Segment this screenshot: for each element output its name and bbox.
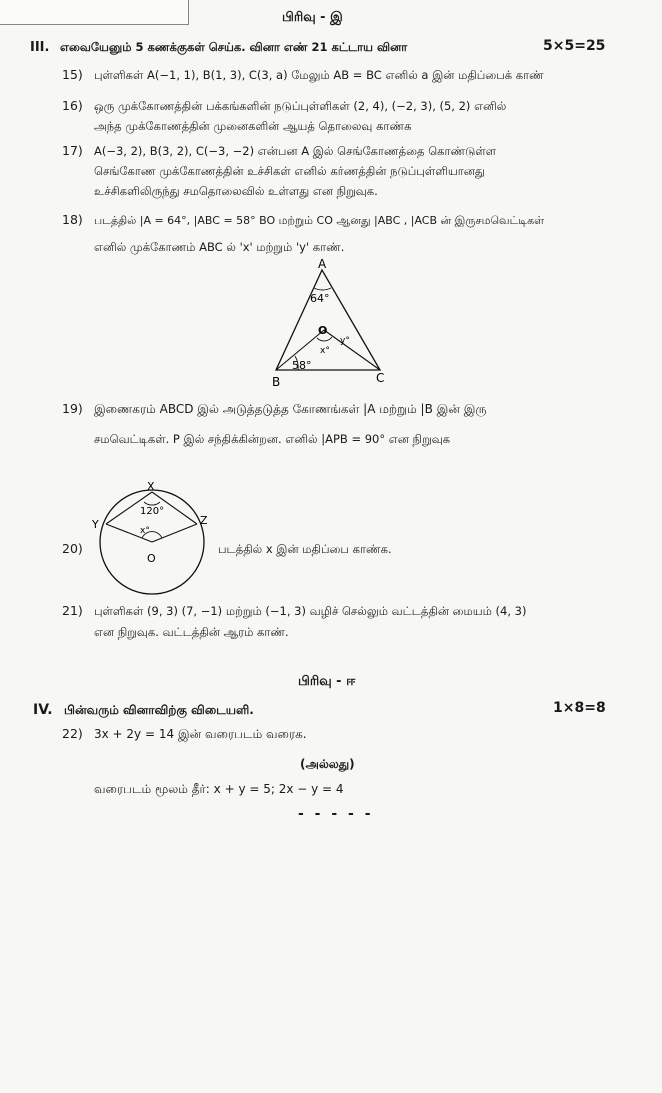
question-number: 21) [62,603,83,618]
question-text: இணைகரம் ABCD இல் அடுத்தடுத்த கோணங்கள் |A மற்றும் |B இன் இரு [94,402,487,416]
angle-a-label: 64° [310,292,330,305]
question-text: புள்ளிகள் A(−1, 1), B(1, 3), C(3, a) மேலும் AB = BC எனில் a இன் மதிப்பைக் காண் [94,68,544,82]
top-left-box [0,0,189,25]
angle-x-label: x° [140,526,150,536]
circle-figure [84,480,216,598]
question-16 [62,95,506,117]
question-20-text: படத்தில் x இன் மதிப்பை காண்க. [218,542,392,556]
point-y-label: Y [92,518,99,531]
question-text: சமவெட்டிகள். P இல் சந்திக்கின்றன. எனில் |APB = 90° என நிறுவுக [94,432,451,446]
question-22-alternative: வரைபடம் மூலம் தீர்: x + y = 5; 2x − y = 4 [94,782,344,796]
question-number: 16) [62,98,83,113]
point-x-label: X [147,480,155,493]
vertex-a-label: A [318,257,327,271]
angle-y-label: y° [340,336,350,346]
question-text: செங்கோண முக்கோணத்தின் உச்சிகள் எனில் கர்ணத்தின் நடுப்புள்ளியானது [94,164,485,178]
question-22 [62,723,307,745]
point-o-label: O [318,324,328,337]
question-18 [62,209,544,232]
bisector-co [324,330,380,370]
question-number: 19) [62,401,83,416]
section3-marks: 5×5=25 [543,38,606,54]
or-separator: (அல்லது) [300,757,355,771]
radius-oz [152,524,197,542]
angle-arc-x [317,337,332,341]
question-21 [62,600,526,622]
question-20-number: 20) [62,541,83,556]
question-text: 3x + 2y = 14 இன் வரைபடம் வரைக. [94,727,307,741]
part-title-3: பிரிவு - இ [282,10,343,25]
question-15 [62,64,544,86]
part-title-4: பிரிவு - ஈ [298,674,356,689]
triangle-figure [262,252,392,392]
question-17 [62,140,496,162]
section4-roman: IV. [33,702,53,718]
vertex-c-label: C [376,371,385,385]
question-text: ஒரு முக்கோணத்தின் பக்கங்களின் நடுப்புள்ளிகள் (2, 4), (−2, 3), (5, 2) எனில் [94,99,507,113]
section4-marks: 1×8=8 [553,700,606,716]
question-19 [62,398,487,420]
angle-x-label: x° [320,346,330,356]
section3-roman: III. [30,40,50,55]
question-text: புள்ளிகள் (9, 3) (7, −1) மற்றும் (−1, 3) வழிச் செல்லும் வட்டத்தின் மையம் (4, 3) [94,604,527,618]
center-o-label: O [147,552,156,565]
angle-120-label: 120° [140,506,165,517]
question-number: 22) [62,726,83,741]
question-text: எனில் முக்கோணம் ABC ல் 'x' மற்றும் 'y' காண். [94,240,345,254]
end-mark: - - - - - [298,806,374,822]
question-number: 17) [62,143,83,158]
question-number: 18) [62,212,83,227]
question-text: உச்சிகளிலிருந்து சமதொலைவில் உள்ளது என நிறுவுக. [94,184,378,198]
question-text: A(−3, 2), B(3, 2), C(−3, −2) என்பன A இல் செங்கோணத்தை கொண்டுள்ள [94,144,497,158]
angle-arc-120 [144,502,160,505]
question-text: அந்த முக்கோணத்தின் முனைகளின் ஆயத் தொலைவு காண்க [94,119,412,133]
question-text: என நிறுவுக. வட்டத்தின் ஆரம் காண். [94,625,289,639]
section3-instruction: எவையேனும் 5 கணக்குகள் செய்க. வினா எண் 21 கட்டாய வினா [60,40,408,54]
angle-b-label: 58° [292,359,312,372]
question-number: 15) [62,67,83,82]
angle-arc-a [314,288,331,290]
vertex-b-label: B [272,375,281,389]
point-z-label: Z [200,514,208,527]
question-text: படத்தில் |A = 64°, |ABC = 58° BO மற்றும் CO ஆனது |ABC , |ACB ன் இருசமவெட்டிகள் [94,214,545,227]
section4-instruction: பின்வரும் வினாவிற்கு விடையளி. [64,703,254,717]
